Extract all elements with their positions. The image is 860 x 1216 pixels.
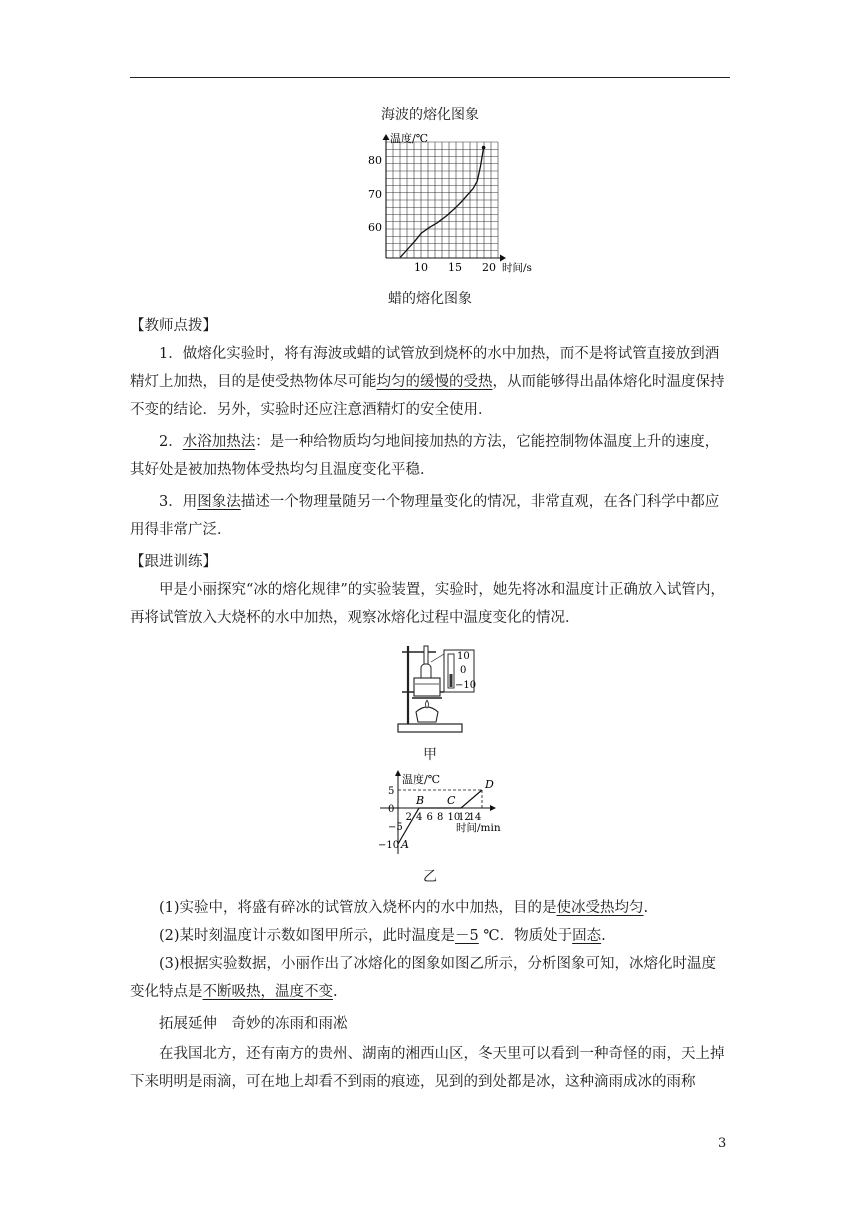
ice-x-arrow (490, 805, 496, 811)
ice-ytick-label: −10 (378, 840, 400, 851)
wax-x-label: 时间/s (502, 262, 532, 274)
ice-point-label-d: D (485, 778, 494, 791)
thermo-tick-10: 10 (457, 651, 470, 662)
question-3-answer: 不断吸热，温度不变 (202, 984, 333, 1000)
ice-y-label: 温度/℃ (402, 773, 441, 786)
lamp-flame (426, 700, 429, 708)
ice-xtick-label: 4 (416, 812, 423, 823)
question-1-answer: 使冰受热均匀 (556, 900, 644, 916)
teacher-point-2 (130, 428, 730, 484)
wax-melting-chart (360, 128, 540, 278)
wax-xtick-20: 20 (482, 261, 496, 274)
page-number: 3 (718, 1136, 727, 1151)
beaker (414, 678, 440, 696)
zoom-guide-line (431, 654, 444, 662)
question-2 (130, 922, 730, 950)
fig-jia-label: 甲 (423, 747, 437, 763)
ice-xtick-label: 2 (405, 812, 412, 823)
ice-point-label-a: A (401, 838, 409, 851)
question-3-text-a: (3)根据实验数据，小丽作出了冰熔化的图象如图乙所示，分析图象可知，冰熔化时温度变化特点是 (130, 956, 717, 1000)
teacher-point-3-term: 图象法 (197, 494, 241, 510)
practice-heading: 【跟进训练】 (130, 554, 217, 570)
thermo-tick-minus10: −10 (455, 680, 477, 691)
ice-ytick-label: −5 (388, 822, 403, 833)
extension-heading: 拓展延伸 奇妙的冻雨和雨凇 (159, 1016, 348, 1032)
wax-x-arrow (500, 255, 506, 262)
wax-ytick-60: 60 (368, 221, 382, 234)
question-2-text-m: ℃．物质处于 (478, 928, 573, 944)
wax-ytick-70: 70 (368, 188, 382, 201)
question-2-text-a: (2)某时刻温度计示数如图甲所示，此时温度是 (159, 928, 456, 944)
extension-text: 在我国北方，还有南方的贵州、湖南的湘西山区，冬天里可以看到一种奇怪的雨，天上掉下来明明是雨滴，可在地上却看不到雨的痕迹，见到的到处都是冰，这种滴雨成冰的雨称 (130, 1046, 725, 1090)
top-caption: 海波的熔化图象 (381, 107, 479, 123)
wax-ytick-80: 80 (368, 154, 382, 167)
ice-x-label: 时间/min (456, 822, 501, 834)
teacher-point-3-text-b: 描述一个物理量随另一个物理量变化的情况，非常直观，在各门科学中都应用得非常广泛． (130, 494, 720, 538)
wax-chart-caption: 蜡的熔化图象 (388, 291, 472, 307)
practice-intro: 甲是小丽探究“冰的熔化规律”的实验装置，实验时，她先将冰和温度计正确放入试管内，再将试管放入大烧杯的水中加热，观察冰熔化过程中温度变化的情况． (130, 582, 725, 626)
teacher-point-1 (130, 340, 730, 424)
alcohol-lamp (416, 707, 438, 722)
question-2-answer-state: 固态 (572, 928, 602, 944)
header-rule (130, 77, 730, 78)
wax-y-arrow (383, 134, 390, 140)
question-1-text-a: (1)实验中，将盛有碎冰的试管放入烧杯内的水中加热，目的是 (159, 900, 557, 916)
teacher-point-3 (130, 488, 730, 544)
wax-xtick-15: 15 (448, 261, 462, 274)
ice-point-label-c: C (447, 794, 456, 807)
ice-ticks (378, 786, 481, 851)
question-3 (130, 950, 730, 1006)
question-2-text-b: . (601, 928, 606, 944)
question-2-answer-temp: －5 (455, 928, 479, 944)
teacher-point-3-text-a: 3．用 (159, 494, 198, 510)
ice-ytick-label: 0 (388, 804, 395, 815)
ice-xtick-label: 12 (458, 812, 471, 823)
ice-ytick-label: 5 (388, 786, 395, 797)
question-1-text-b: . (643, 900, 649, 916)
ice-xtick-label: 8 (437, 812, 444, 823)
wax-curve-end-dot (482, 146, 486, 150)
wax-xtick-10: 10 (414, 261, 428, 274)
ice-point-label-b: B (416, 794, 425, 807)
apparatus-figure (384, 642, 494, 736)
thermo-tick-0: 0 (460, 665, 467, 676)
ice-xtick-label: 6 (426, 812, 433, 823)
teacher-heading: 【教师点拨】 (130, 318, 217, 334)
stand-base (398, 724, 462, 732)
teacher-point-1-answer: 均匀的缓慢的受热 (376, 374, 493, 390)
ice-xtick-label: 10 (447, 812, 461, 823)
teacher-point-2-text-a: 2． (159, 434, 183, 450)
question-3-text-b: . (333, 984, 338, 1000)
wax-y-label: 温度/℃ (390, 132, 429, 145)
teacher-point-2-term: 水浴加热法 (182, 434, 256, 450)
thermometer-liquid (450, 674, 453, 687)
question-1 (130, 894, 730, 922)
fig-yi-label: 乙 (423, 869, 437, 885)
teacher-point-1-text-a: 1．做熔化实验时，将有海波或蜡的试管放到烧杯的水中加热，而不是将试管直接放到酒精灯上加热，目的是使受热物体尽可能 (130, 346, 720, 390)
ice-xtick-label: 14 (468, 812, 482, 823)
ice-melting-chart (360, 768, 530, 858)
teacher-point-1-text-b: ，从而能够得出晶体熔化时温度保持不变的结论．另外，实验时还应注意酒精灯的安全使用． (130, 374, 725, 418)
teacher-point-2-text-b: ：是一种给物质均匀地间接加热的方法，它能控制物体温度上升的速度，其好处是被加热物体受热均匀且温度变化平稳． (130, 434, 720, 478)
ice-y-arrow (395, 770, 401, 776)
